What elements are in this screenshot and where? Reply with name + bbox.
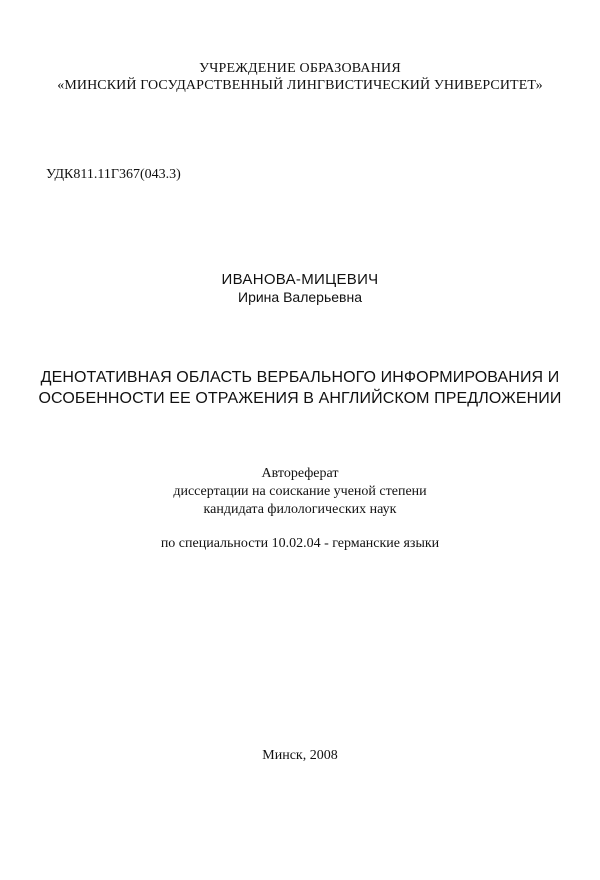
udk-code: УДК811.11Г367(043.3) xyxy=(46,167,181,182)
author-surname: ИВАНОВА-МИЦЕВИЧ xyxy=(221,271,379,288)
work-kind: Автореферат xyxy=(261,466,339,481)
specialty-line: по специальности 10.02.04 - германские языки xyxy=(160,536,440,551)
dissertation-title-line-2: ОСОБЕННОСТИ ЕЕ ОТРАЖЕНИЯ В АНГЛИЙСКОМ ПРЕДЛОЖЕНИИ xyxy=(38,390,562,407)
place-and-year: Минск, 2008 xyxy=(262,748,338,763)
institution-line-2: «МИНСКИЙ ГОСУДАРСТВЕННЫЙ ЛИНГВИСТИЧЕСКИЙ УНИВЕРСИТЕТ» xyxy=(57,78,543,93)
work-description-line-1: диссертации на соискание ученой степени xyxy=(173,484,427,499)
author-name: Ирина Валерьевна xyxy=(238,289,362,305)
work-description-line-2: кандидата филологических наук xyxy=(203,502,397,517)
institution-line-1: УЧРЕЖДЕНИЕ ОБРАЗОВАНИЯ xyxy=(199,61,401,76)
dissertation-title-line-1: ДЕНОТАТИВНАЯ ОБЛАСТЬ ВЕРБАЛЬНОГО ИНФОРМИРОВАНИЯ И xyxy=(40,369,560,386)
